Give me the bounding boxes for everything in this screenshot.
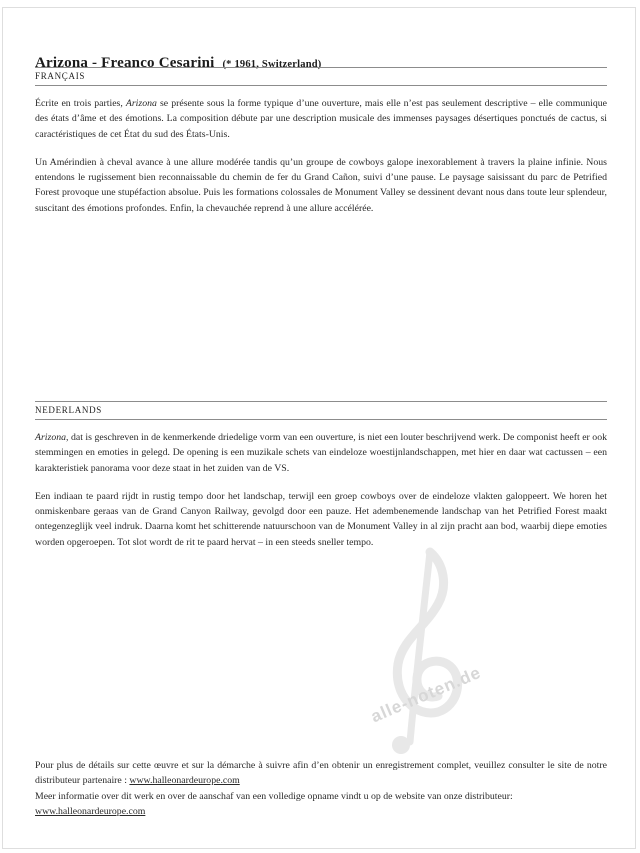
watermark [352, 546, 612, 786]
distributor-link-fr[interactable]: www.halleonardeurope.com [129, 775, 240, 787]
distributor-link-nl[interactable]: www.halleonardeurope.com [35, 805, 146, 817]
work-title: Arizona - Freanco Cesarini [35, 55, 215, 71]
section-heading-nederlands [35, 401, 607, 420]
paragraph-fr-1: Écrite en trois parties, Arizona se présente sous la forme typique d’une ouverture, mais elle n’est pas seulement descriptive – elle communique des états d’âme et des émotions. La composition débute par une description musicale des immenses paysages désertiques ponctués de cactus, si caractéristiques de cet État du sud des États-Unis. [35, 98, 607, 140]
watermark-text: alle-noten.de [368, 662, 485, 727]
section-heading-francais [35, 67, 607, 86]
paragraph-nl-1: Arizona, dat is geschreven in de kenmerkende driedelige vorm van een ouverture, is niet een louter beschrijvend werk. De componist heeft er ook stemmingen en emoties in gelegd. De opening is een muzikale schets van eindeloze woestijnlandschappen, met hier en daar wat cactussen – een karakteristiek panorama voor deze staat in het zuiden van de VS. [35, 432, 607, 474]
footer-note-nl [35, 789, 607, 820]
section-heading-label: FRANÇAIS [35, 71, 86, 81]
footer-note-fr-text: Pour plus de détails sur cette œuvre et sur la démarche à suivre afin d’en obtenir un enregistrement complet, veuillez consulter le site de notre distributeur partenaire : [35, 760, 607, 787]
composer-details: (* 1961, Switzerland) [222, 59, 322, 70]
paragraph-nl-2: Een indiaan te paard rijdt in rustig tempo door het landschap, terwijl een groep cowboys over de eindeloze vlakten galoppeert. We horen het onmiskenbare geraas van de Grand Canyon Railway, gevolgd door een pauze. Het adembenemende landschap van het Petrified Forest maakt ontegenzeglijk veel indruk. Daarna komt het schitterende natuurschoon van de Monument Valley in al zijn pracht aan bod, waarbij diepe emoties worden opgeroepen. Tot slot wordt de rit te paard hervat – in een steeds sneller tempo. [35, 490, 607, 548]
paragraph-fr-2: Un Amérindien à cheval avance à une allure modérée tandis qu’un groupe de cowboys galope inexorablement à travers la plaine infinie. Nous entendons le rugissement bien reconnaissable du chemin de fer du Grand Cañon, suivi d’une pause. Le paysage saisissant du parc de Petrified Forest provoque une stupéfaction absolue. Puis les formations colossales de Monument Valley se dessinent devant nous dans toute leur splendeur, suscitant des émotions profondes. Enfin, la chevauchée reprend à une allure accélérée. [35, 156, 607, 214]
section-heading-label: NEDERLANDS [35, 405, 102, 415]
section-francais [35, 67, 607, 216]
section-nederlands [35, 401, 607, 550]
treble-clef-icon [360, 546, 490, 761]
footer [35, 758, 607, 819]
footer-note-nl-text: Meer informatie over dit werk en over de aanschaf van een volledige opname vindt u op de website van onze distributeur: [35, 790, 513, 802]
footer-note-fr [35, 758, 607, 789]
